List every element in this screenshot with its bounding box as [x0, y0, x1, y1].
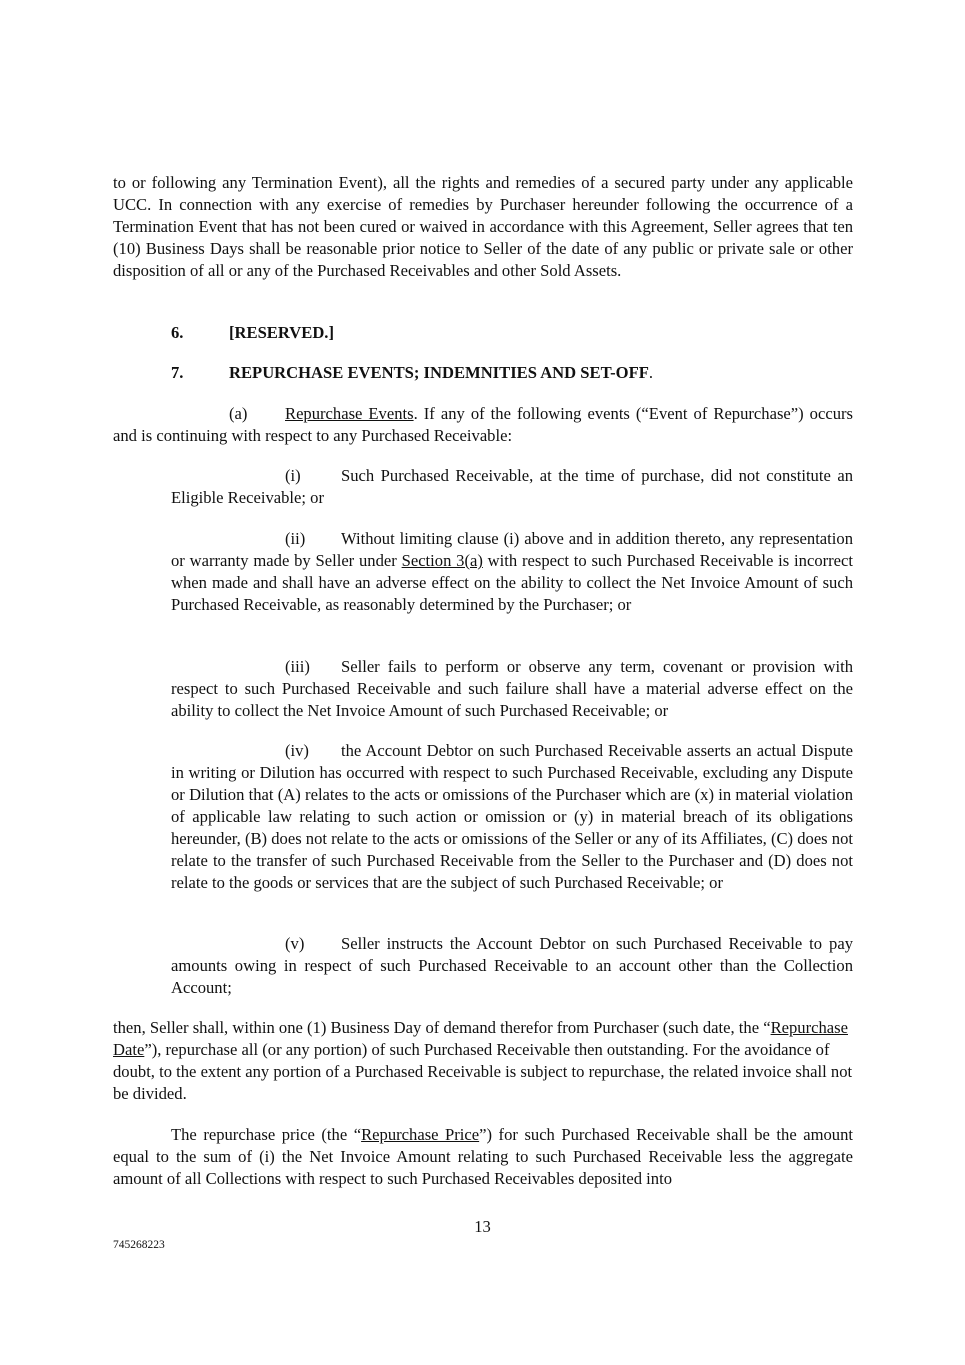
- then-paragraph-before: then, Seller shall, within one (1) Business Day of demand therefor from Purchaser (such date, the “: [113, 1018, 771, 1037]
- repurchase-date-term: Repurchase Date: [113, 1018, 848, 1059]
- item-i: [171, 465, 853, 509]
- clause-a-label: (a): [229, 404, 248, 423]
- section-6-heading: [171, 322, 334, 344]
- section-3a-reference: Section 3(a): [401, 551, 483, 570]
- item-iii: [171, 656, 853, 722]
- clause-a-caption: Repurchase Events: [285, 404, 414, 423]
- item-ii-before: Without limiting clause (i) above and in addition thereto, any representation or warranty made by Seller under: [171, 529, 853, 570]
- document-id: 745268223: [113, 1239, 165, 1251]
- clause-a-text: . If any of the following events (“Event of Repurchase”) occurs and is continuing with respect to any Purchased Receivable:: [113, 404, 853, 445]
- item-ii-after: with respect to such Purchased Receivable is incorrect when made and shall have an adverse effect on the ability to collect the Net Invoice Amount of such Purchased Receivable, as reasonably determined by the Purchaser; or: [171, 551, 854, 614]
- price-paragraph-before: The repurchase price (the “: [171, 1125, 362, 1144]
- item-ii-label: (ii): [285, 529, 306, 548]
- then-paragraph: [113, 1017, 853, 1105]
- section-7-number: 7.: [171, 363, 184, 382]
- intro-paragraph: to or following any Termination Event), all the rights and remedies of a secured party under any applicable UCC. In connection with any exercise of remedies by Purchaser hereunder following the occurrence of a Termination Event that has not been cured or waived in accordance with this Agreement, Seller agrees that ten (10) Business Days shall be reasonable prior notice to Seller of the date of any public or private sale or other disposition of all or any of the Purchased Receivables and other Sold Assets.: [113, 173, 853, 280]
- item-v-text: Seller instructs the Account Debtor on such Purchased Receivable to pay amounts owing in respect of such Purchased Receivable to an account other than the Collection Account;: [171, 934, 853, 997]
- section-7-title: REPURCHASE EVENTS; INDEMNITIES AND SET-OFF: [229, 363, 649, 382]
- clause-a: [113, 403, 853, 447]
- then-paragraph-after: ”), repurchase all (or any portion) of such Purchased Receivable then outstanding. For the avoidance of doubt, to the extent any portion of a Purchased Receivable is subject to repurchase, the related invoice shall not be divided.: [113, 1040, 853, 1103]
- item-iv-label: (iv): [285, 741, 309, 760]
- price-paragraph: [113, 1124, 853, 1190]
- repurchase-price-term: Repurchase Price: [361, 1125, 480, 1144]
- item-v: [171, 933, 853, 999]
- item-iii-text: Seller fails to perform or observe any term, covenant or provision with respect to such Purchased Receivable and such failure shall have a material adverse effect on the ability to collect the Net Invoice Amount of such Purchased Receivable; or: [171, 657, 853, 720]
- item-v-label: (v): [285, 934, 305, 953]
- item-i-label: (i): [285, 466, 301, 485]
- section-6-number: 6.: [171, 323, 184, 342]
- item-ii: [171, 528, 853, 616]
- item-iii-label: (iii): [285, 657, 310, 676]
- section-6-title: [RESERVED.]: [229, 323, 334, 342]
- item-iv-text: the Account Debtor on such Purchased Receivable asserts an actual Dispute in writing or Dilution has occurred with respect to such Purchased Receivable, excluding any Dispute or Dilution that (A) relates to the acts or omissions of the Purchaser which are (x) in material violation of applicable law relating to such action or omission or (y) in material breach of its obligations hereunder, (B) does not relate to the acts or omissions of the Seller or any of its Affiliates, (C) does not relate to the transfer of such Purchased Receivable from the Seller to the Purchaser and (D) does not relate to the goods or services that are the subject of such Purchased Receivable; or: [171, 741, 853, 892]
- item-iv: [171, 740, 853, 894]
- item-i-text: Such Purchased Receivable, at the time of purchase, did not constitute an Eligible Receivable; or: [171, 466, 853, 507]
- page-number: 13: [474, 1217, 491, 1236]
- price-paragraph-after: ”) for such Purchased Receivable shall be the amount equal to the sum of (i) the Net Invoice Amount relating to such Purchased Receivable less the aggregate amount of all Collections with respect to such Purchased Receivables deposited into: [113, 1125, 853, 1188]
- section-7-heading: [171, 362, 653, 384]
- section-7-period: .: [648, 363, 653, 382]
